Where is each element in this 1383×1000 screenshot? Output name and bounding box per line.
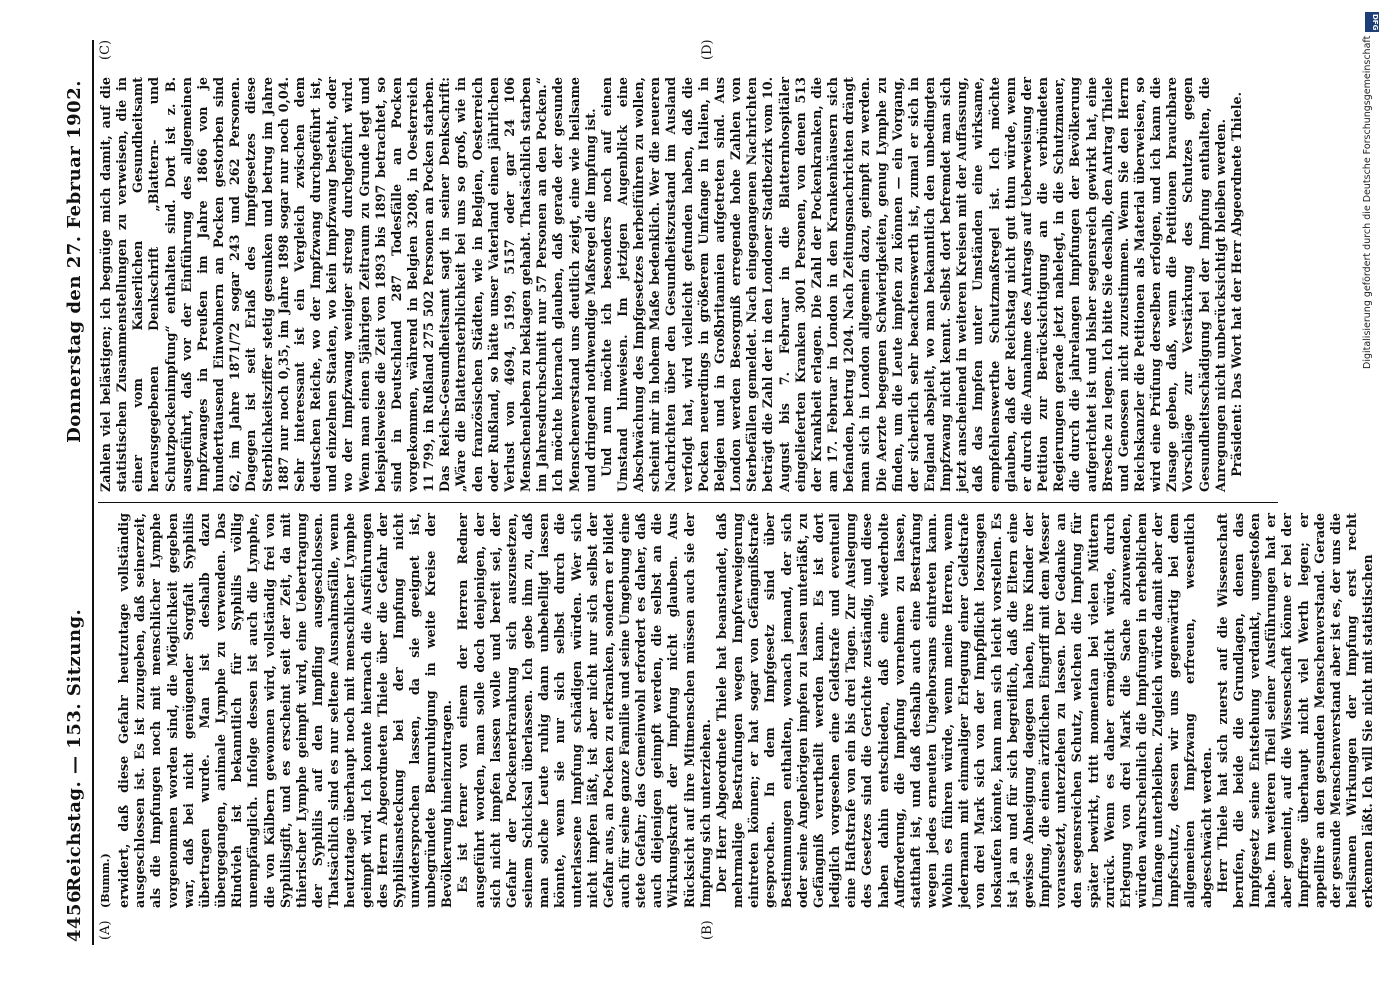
header-rule bbox=[92, 40, 94, 945]
session-date: Donnerstag den 27. Februar 1902. bbox=[64, 80, 85, 443]
digitization-credit: Digitalisierung gefördert durch die Deutsche Forschungsgemeinschaft bbox=[1362, 36, 1373, 370]
paragraph: Zahlen viel belästigen; ich begnüge mich damit, auf die statistischen Zusammenstellungen zu verweisen, die in einer vom Kaiserlichen Gesundheitsamt herausgegebenen Denkschrift „Blattern- und Schutzpockenimpfung“ enthalten sind. Dort ist z. B. ausgeführt, daß vor der Einführung des allgemeinen Impfzwanges in Preußen im Jahre 1866 von je hunderttausend Einwohnern an Pocken gestorben sind 62, im Jahre 1871/72 sogar 243 und 262 Personen. Dagegen ist seit Erlaß des Impfgesetzes diese Sterblichkeitsziffer stetig gesunken und betrug im Jahre 1887 nur noch 0,35, im Jahre 1898 sogar nur noch 0,04. Sehr interessant ist ein Vergleich zwischen dem deutschen Reiche, wo der Impfzwang durchgeführt ist, und einzelnen Staaten, wo kein Impfzwang besteht, oder wo der Impfzwang weniger streng durchgeführt wird. Wenn man einen 5jährigen Zeitraum zu Grunde legt und beispielsweise die Zeit von 1893 bis 1897 betrachtet, so sind in Deutschland 287 Todesfälle an Pocken vorgekommen, während in Belgien 3208, in Oesterreich 11 799, in Rußland 275 502 Personen an Pocken starben. Das Reichs-Gesundheitsamt sagt in seiner Denkschrift: „Wäre die Blatternsterblichkeit bei uns so groß, wie in den französischen Städten, wie in Belgien, Oesterreich oder Rußland, so hätte unser Vaterland einen jährlichen Verlust von 4694, 5199, 5157 oder gar 24 106 Menschenleben zu beklagen gehabt. Thatsächlich starben im Jahresdurchschnitt nur 57 Personen an den Pocken.“ Ich möchte hiernach glauben, daß gerade der gesunde Menschenverstand uns deutlich zeigt, eine wie heilsame und dringend nothwendige Maßregel die Impfung ist. bbox=[98, 77, 598, 492]
speaker-tag: (Bumm.) bbox=[99, 853, 112, 908]
margin-mark-b: (B) bbox=[700, 920, 715, 940]
paragraph: Herr Thiele hat sich zuerst auf die Wissenschaft berufen, die beide die Grundlagen, denen das Impfgesetz seine Entstehung verdankt, umgestoßen habe. Im weiteren Theil seiner Ausführungen hat er aber gemeint, auf die Wissenschaft könne er bei der Impffrage überhaupt nicht viel Werth legen; er appellire an den gesunden Menschenverstand. Gerade der gesunde Menschenverstand aber ist es, der uns die heilsamen Wirkungen der Impfung erst recht erkennen läßt. Ich will Sie nicht mit statistischen bbox=[1214, 513, 1376, 908]
paragraph: Es ist ferner von einem der Herren Redner ausgeführt worden, man solle doch denjenigen, der sich nicht impfen lassen wolle und bereit sei, der Gefahr der Pockenerkrankung sich auszusetzen, seinem Schicksal überlassen. Ich gebe ihm zu, daß man solche Leute ruhig dann unbehelligt lassen könnte, wenn sie nur sich selbst durch die unterlassene Impfung schädigen würden. Wer sich nicht impfen läßt, ist aber nicht nur sich selbst der Gefahr aus, an Pocken zu erkranken, sondern er bildet auch für seine ganze Familie und seine Umgebung eine stete Gefahr; das Gemeinwohl erfordert es daher, daß auch diejenigen geimpft werden, die selbst an die Wirkungskraft der Impfung nicht glauben. Aus Rücksicht auf ihre Mitmenschen müssen auch sie der Impfung sich unterziehen. bbox=[455, 513, 713, 908]
running-header bbox=[60, 40, 90, 942]
closing-line: Präsident: Das Wort hat der Herr Abgeordnete Thiele. bbox=[1228, 92, 1244, 477]
page-number: 4456 bbox=[64, 889, 85, 942]
dfg-logo: DFG bbox=[1365, 12, 1379, 32]
margin-mark-c: (C) bbox=[98, 39, 113, 60]
section-title: Reichstag. — 153. Sitzung. bbox=[64, 608, 85, 892]
paragraph: Der Herr Abgeordnete Thiele hat beanstandet, daß mehrmalige Bestrafungen wegen Impfverweigerung eintreten können; er hat sogar von Gefängnißstrafe gesprochen. In dem Impfgesetz sind über Bestimmungen enthalten, wonach jemand, der sich oder seine Angehörigen impfen zu lassen unterläßt, zu Gefängniß verurtheilt werden kann. Es ist dort lediglich vorgesehen eine Geldstrafe und eventuell eine Haftstrafe von ein bis drei Tagen. Zur Auslegung des Gesetzes sind die Gerichte zuständig, und diese haben dahin entschieden, daß eine wiederholte Aufforderung, die Impfung vornehmen zu lassen, statthaft ist, und daß deshalb auch eine Bestrafung wegen jedes erneuten Ungehorsams eintreten kann. Wohin es führen würde, wenn meine Herren, wenn jedermann mit einmaliger Erlegung einer Geldstrafe von drei Mark sich von der Impfpflicht loszusagen loskaufen könnte, kann man sich leicht vorstellen. Es ist ja an und für sich begreiflich, daß die Eltern eine gewisse Abneigung dagegen haben, ihre Kinder der Impfung, die einen ärztlichen Eingriff mit dem Messer voraussetzt, unterziehen zu lassen. Der Gedanke an den segensreichen Schutz, welchen die Impfung für später bewirkt, tritt momentan bei vielen Müttern zurück. Wenn es daher ermöglicht würde, durch Erlegung von drei Mark die Sache abzuwenden, würden wahrscheinlich die Impfungen in erheblichem Umfange unterbleiben. Zugleich würde damit aber der Impfschutz, dessen wir uns gegenwärtig bei dem allgemeinen Impfzwang erfreuen, wesentlich abgeschwächt werden. bbox=[713, 513, 1214, 908]
margin-mark-d: (D) bbox=[700, 39, 715, 60]
paragraph: Und nun möchte ich besonders noch auf einen Umstand hinweisen. Im jetzigen Augenblick eine Abschwächung des Impfgesetzes herbeiführen zu wollen, scheint mir in hohem Maße bedenklich. Wer die neueren Nachrichten über den Gesundheitszustand im Ausland verfolgt hat, wird vielleicht gefunden haben, daß die Pocken neuerdings in größerem Umfange in Italien, in Belgien und in Großbritannien aufgetreten sind. Aus London werden Besorgniß erregende hohe Zahlen von Sterbefällen gemeldet. Nach eingegangenen Nachrichten beträgt die Zahl der in den Londoner Stadtbezirk vom 10. August bis 7. Februar in die Blatternhospitäler eingelieferten Kranken 3001 Personen, von denen 513 der Krankheit erlagen. Die Zahl der Pockenkranken, die am 17. Februar in London in den Krankenhäusern sich befanden, betrug 1204. Nach Zeitungsnachrichten drängt man sich in London allgemein dazu, geimpft zu werden. Die Aerzte begegnen Schwierigkeiten, genug Lymphe zu finden, um die Leute impfen zu können — ein Vorgang, der sicherlich sehr beachtenswerth ist, zumal er sich in England abspielt, wo man bekanntlich den unbedingten Impfzwang nicht kennt. Selbst dort befremdet man sich jetzt anscheinend in weiteren Kreisen mit der Auffassung, daß das Impfen unter Umständen eine wirksame, empfehlenswerthe Schutzmaßregel ist. Ich möchte glauben, daß der Reichstag nicht gut thun würde, wenn er durch die Annahme des Antrags auf Ueberweisung der Petition zur Berücksichtigung an die verbündeten Regierungen gerade jetzt nahelegt, in die Schutzmauer, die durch die jahrelangen Impfungen der Bevölkerung aufgerichtet ist und bisher segensreich gewirkt hat, eine Bresche zu legen. Ich bitte Sie deshalb, den Antrag Thiele und Genossen nicht zuzustimmen. Wenn Sie den Herrn Reichskanzler die Petitionen als Material überweisen, so wird eine Prüfung derselben erfolgen, und ich kann die Zusage geben, daß, wenn die Petitionen brauchbare Vorschläge zur Verstärkung des Schutzes gegen Gesundheitsschädigung bei der Impfung enthalten, die Anregungen nicht unberücksichtigt bleiben werden. bbox=[598, 77, 1228, 492]
left-column bbox=[98, 513, 1376, 908]
right-column bbox=[98, 77, 1283, 492]
margin-mark-a: (A) bbox=[98, 920, 113, 940]
paragraph: erwidert, daß diese Gefahr heutzutage vollständig ausgeschlossen ist. Es ist zuzugeben, daß seinerzeit, als die Impfungen noch mit menschlicher Lymphe vorgenommen worden sind, die Möglichkeit gegeben war, daß bei nicht genügender Sorgfalt Syphilis übertragen wurde. Man ist deshalb dazu übergegangen, animale Lymphe zu verwenden. Das Rindvieh ist bekanntlich für Syphilis völlig unempfänglich. Infolge dessen ist auch die Lymphe, die von Kälbern gewonnen wird, vollständig frei von Syphilisgift, und es erscheint seit der Zeit, da mit thierischer Lymphe geimpft wird, eine Uebertragung der Syphilis auf den Impfling ausgeschlossen. Thatsächlich sind es nur seltene Ausnahmsfälle, wenn heutzutage überhaupt noch mit menschlicher Lymphe geimpft wird. Ich konnte hiernach die Ausführungen des Herrn Abgeordneten Thiele über die Gefahr der Syphilisansteckung bei der Impfung nicht unwidersprochen lassen, da sie geeignet ist, unbegründete Beunruhigung in weite Kreise der Bevölkerung hineinzutragen. bbox=[116, 513, 455, 908]
column-divider bbox=[98, 502, 1278, 503]
